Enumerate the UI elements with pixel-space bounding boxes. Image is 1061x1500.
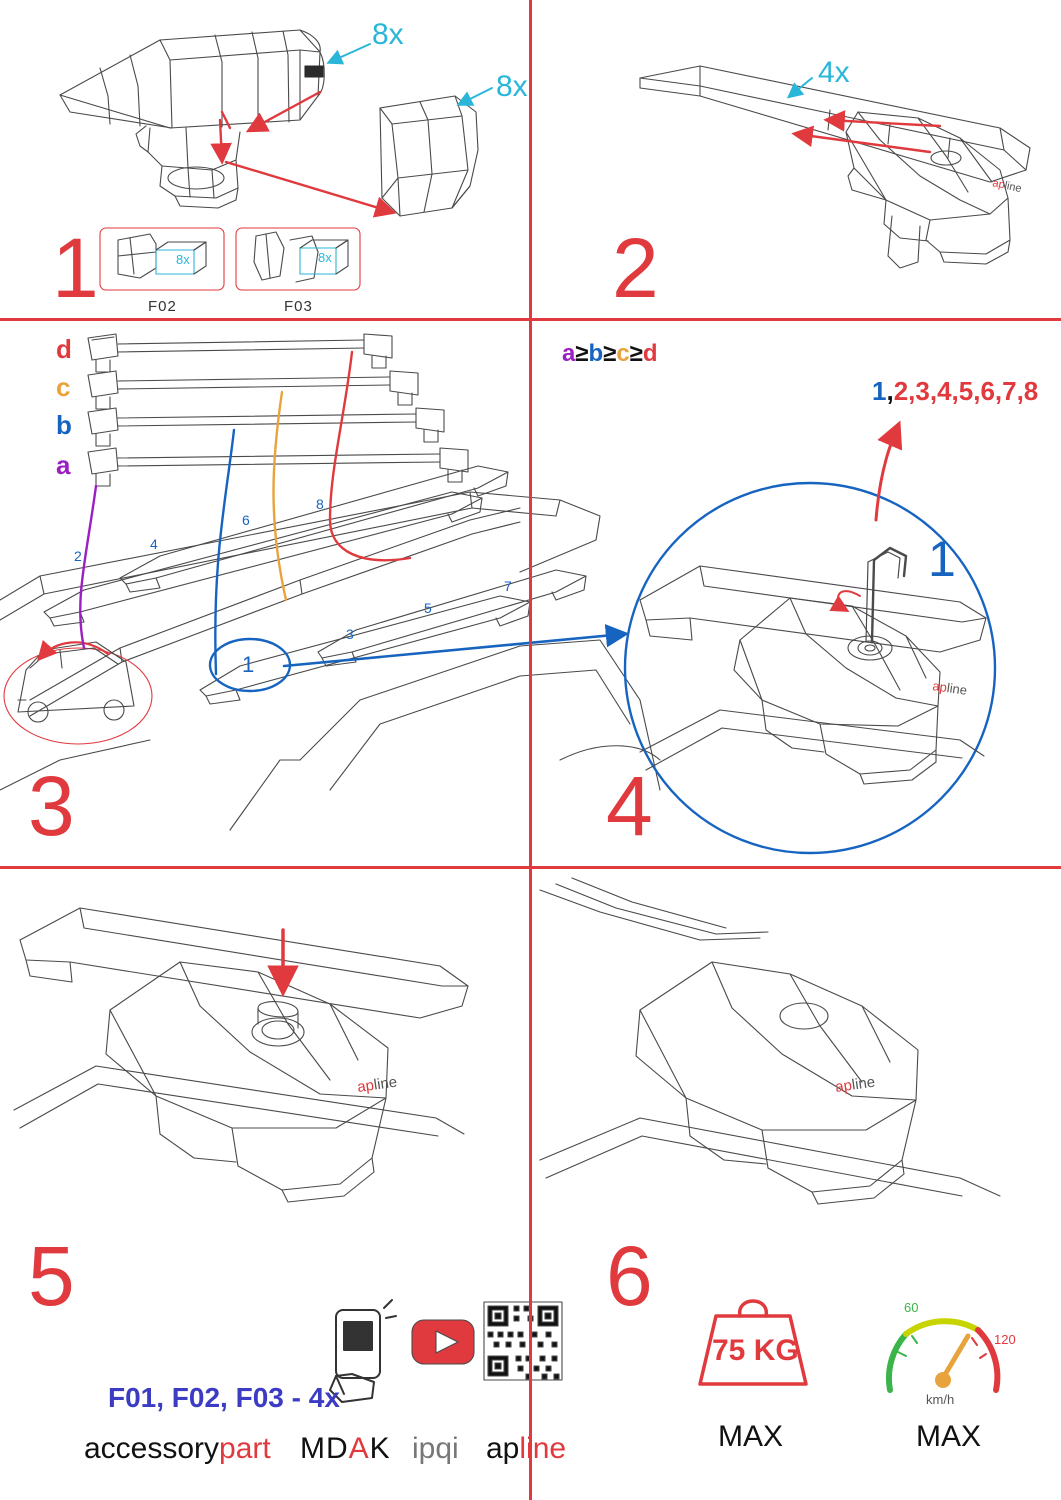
brand-md-text: MD (300, 1432, 349, 1465)
roof-number-5: 5 (424, 600, 432, 616)
brand-accessorypart (84, 1432, 271, 1466)
qr-code (484, 1302, 562, 1380)
panel3-to-panel4-arrow (284, 634, 624, 666)
curve-b (215, 430, 234, 674)
speed-max-label: MAX (916, 1420, 982, 1453)
bar-label-c: c (56, 372, 71, 402)
divider-vertical-top (529, 0, 532, 318)
step-number-6: 6 (606, 1229, 653, 1323)
brand-k-text: K (369, 1432, 391, 1465)
brand-mark-panel2: apline (991, 177, 1023, 196)
part-code-f02: F02 (148, 298, 177, 315)
roof-number-2: 2 (74, 548, 82, 564)
panel4-sequence-arrow (876, 426, 898, 520)
brand-part-text: part (219, 1432, 271, 1465)
brand-mark-left: apline (356, 1073, 399, 1096)
roof-number-7: 7 (504, 578, 512, 594)
divider-vertical-low (529, 866, 532, 1500)
brand-mark-right: apline (834, 1073, 877, 1096)
brand-line-text: line (519, 1432, 567, 1465)
curve-c (274, 392, 287, 600)
step-number-4: 4 (606, 759, 653, 853)
panel3-car-roof (0, 466, 660, 830)
inequality-label: a≥b≥c≥d (562, 340, 658, 367)
step-number-1: 1 (52, 221, 99, 315)
bar-label-d: d (56, 334, 72, 364)
speedometer-icon (889, 1321, 997, 1390)
speed-tick-120: 120 (994, 1332, 1016, 1347)
panel2-bar-assembly (640, 66, 1030, 268)
qty-label-1b: 8x (496, 70, 528, 103)
bar-label-a: a (56, 450, 71, 480)
roof-number-8: 8 (316, 496, 324, 512)
roof-number-3: 3 (346, 626, 354, 642)
bar-label-b: b (56, 410, 72, 440)
step-number-2: 2 (612, 221, 659, 315)
panel1-arrow-b (220, 120, 222, 160)
curve-a (80, 486, 96, 648)
curve-d (330, 352, 410, 560)
divider-vertical-mid (529, 318, 532, 866)
brand-apline (486, 1432, 566, 1466)
roof-number-6: 6 (242, 512, 250, 528)
sequence-label: 1,2,3,4,5,6,7,8 (872, 376, 1039, 406)
brand-accessory-text: accessory (84, 1432, 220, 1465)
youtube-icon (412, 1320, 474, 1364)
panel4-callout-number: 1 (928, 531, 956, 587)
panel3-direction-inset (4, 642, 152, 744)
speed-tick-60: 60 (904, 1300, 919, 1315)
weight-max-label: MAX (718, 1420, 784, 1453)
part-qty-f03: 8x (318, 250, 332, 265)
brand-a-text: A (348, 1432, 370, 1465)
roof-number-4: 4 (150, 536, 158, 552)
panel1-arrow-a (250, 92, 320, 130)
brand-mdak (300, 1432, 391, 1466)
weight-value: 75 KG (712, 1334, 799, 1367)
brand-mark-panel4: apline (931, 678, 969, 698)
panel3-bars (88, 334, 468, 486)
qty-label-1a: 8x (372, 18, 404, 51)
roof-number-1: 1 (242, 652, 255, 677)
speed-unit-label: km/h (926, 1392, 955, 1407)
qty-label-2a: 4x (818, 56, 850, 89)
step-number-5: 5 (28, 1229, 75, 1323)
brand-ipqi: ipqi (412, 1432, 459, 1465)
part-codes-label: F01, F02, F03 - 4x (108, 1382, 340, 1413)
panel1-rail-assembly (60, 30, 478, 216)
brand-ap-text: ap (486, 1432, 520, 1465)
part-code-f03: F03 (284, 298, 313, 315)
panel5-foot-closed (540, 878, 1000, 1204)
panel1-arrow-c (226, 162, 392, 212)
part-qty-f02: 8x (176, 252, 190, 267)
panel5-foot-open (14, 908, 468, 1202)
step-number-3: 3 (28, 759, 75, 853)
